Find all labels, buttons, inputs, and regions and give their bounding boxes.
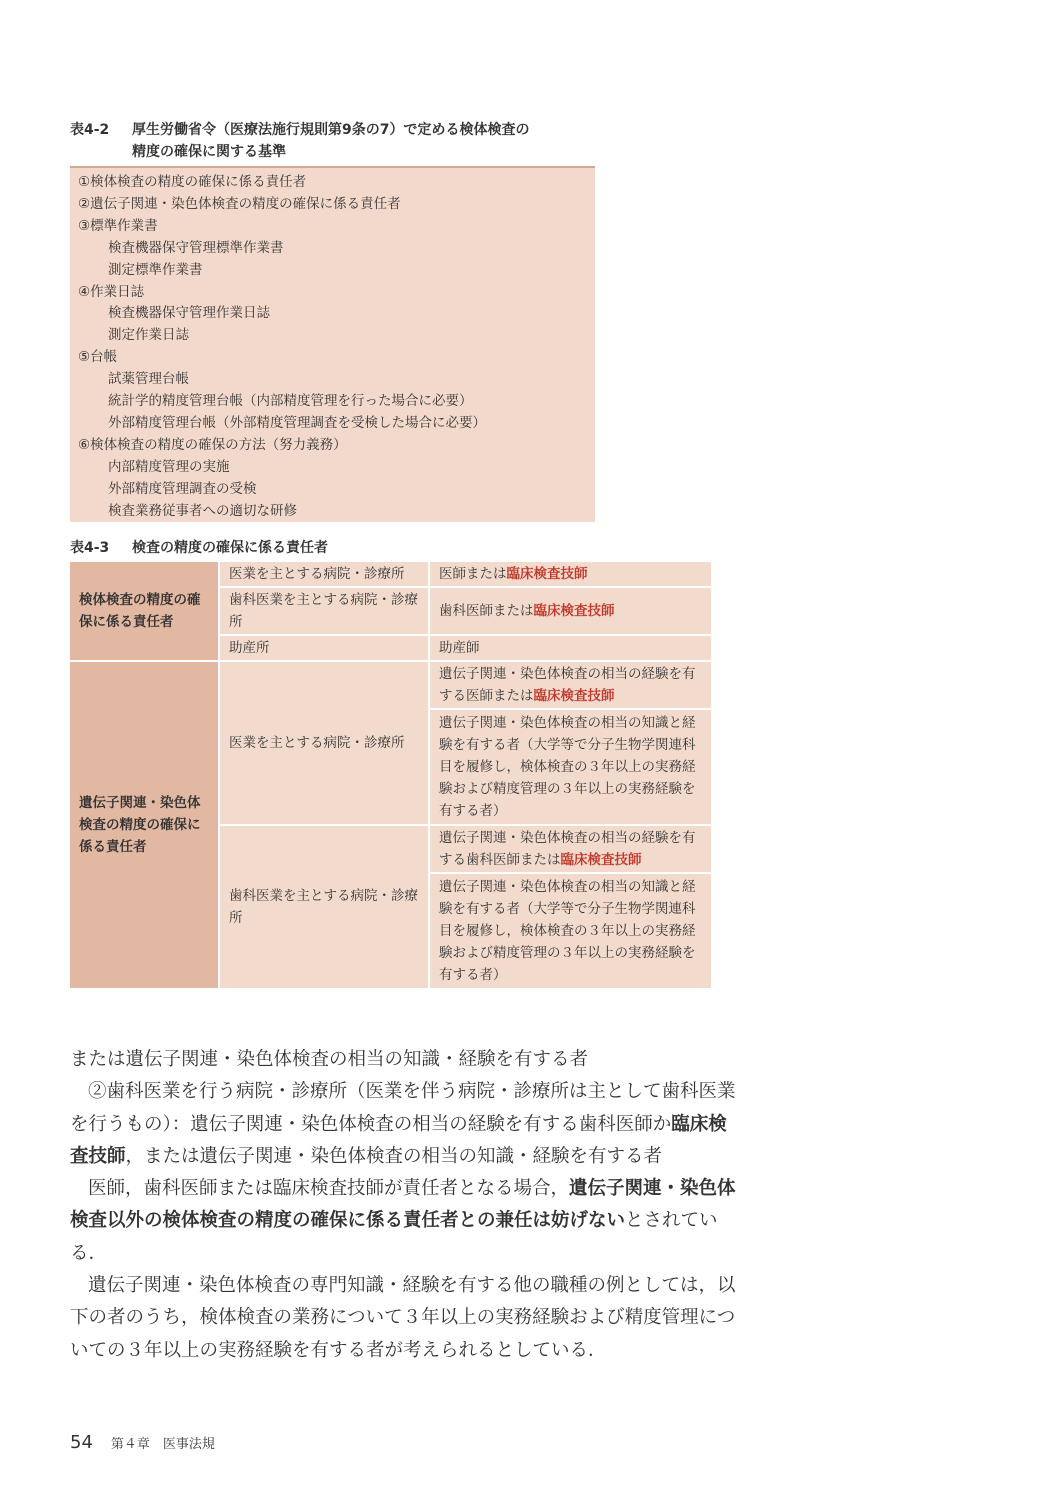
table42-row: ④作業日誌: [78, 283, 145, 300]
group2-a-mid: 医業を主とする病院・診療所: [220, 662, 430, 826]
table42-row: ②遺伝子関連・染色体検査の精度の確保に係る責任者: [78, 195, 401, 212]
body-p3-bold: 遺伝子関連・染色体検査以外の検体検査の精度の確保に係る責任者との兼任は妨げない: [70, 1178, 736, 1232]
group1-r3-mid: 助産所: [220, 636, 430, 662]
group1-r2-mid: 歯科医業を主とする病院・診療所: [220, 588, 430, 636]
group1-r1-mid: 医業を主とする病院・診療所: [220, 562, 430, 588]
group1-r2-right-text: 歯科医師または: [439, 603, 534, 619]
group1-head: 検体検査の精度の確保に係る責任者: [70, 562, 220, 662]
chapter-label: 第４章 医事法規: [110, 1437, 215, 1452]
group2-b1: [430, 826, 711, 874]
body-p2-text-a: ②歯科医業を行う病院・診療所（医業を伴う病院・診療所は主として歯科医業を行うもの）：遺伝子関連・染色体検査の相当の経験を有する歯科医師か: [70, 1081, 736, 1135]
table42-row: 外部精度管理台帳（外部精度管理調査を受検した場合に必要）: [108, 414, 486, 431]
group1-r3-right: 助産師: [430, 636, 711, 662]
table42-row: 内部精度管理の実施: [108, 458, 230, 475]
table42: [70, 166, 595, 522]
table42-row: 試薬管理台帳: [108, 371, 189, 388]
body-p3-text-c: とされている．: [70, 1210, 718, 1264]
group2-head: 遺伝子関連・染色体検査の精度の確保に係る責任者: [70, 662, 220, 990]
highlight-term: 臨床検査技師: [560, 852, 642, 868]
table43-number: 表4-3: [70, 540, 110, 556]
table42-row: ③標準作業書: [78, 217, 158, 234]
table42-row: 測定標準作業書: [108, 261, 203, 278]
group2-b2: 遺伝子関連・染色体検査の相当の知識と経験を有する者（大学等で分子生物学関連科目を履修し，検体検査の３年以上の実務経験および精度管理の３年以上の実務経験を有する者）: [430, 874, 711, 990]
page-footer: [70, 1432, 215, 1453]
table43: [70, 562, 711, 990]
body-paragraph-4: 遺伝子関連・染色体検査の専門知識・経験を有する他の職種の例としては，以下の者のうち，検体検査の業務について３年以上の実務経験および精度管理についての３年以上の実務経験を有する者が考えられるとしている．: [70, 1275, 736, 1361]
table43-title: 検査の精度の確保に係る責任者: [132, 540, 328, 556]
body-paragraph-1: または遺伝子関連・染色体検査の相当の知識・経験を有する者: [70, 1049, 589, 1070]
page-number: 54: [70, 1432, 93, 1453]
table42-title-line1: 厚生労働省令（医療法施行規則第9条の7）で定める検体検査の: [132, 122, 530, 138]
group2-a1: [430, 662, 711, 710]
highlight-term: 臨床検査技師: [533, 688, 615, 704]
table42-row: 測定作業日誌: [108, 327, 189, 344]
table42-row: 統計学的精度管理台帳（内部精度管理を行った場合に必要）: [108, 393, 473, 410]
body-text: [70, 1044, 738, 1367]
body-p3-text-a: 医師，歯科医師または臨床検査技師が責任者となる場合，: [88, 1178, 570, 1200]
table42-row: ⑤台帳: [78, 349, 118, 366]
group2-a1-text: 遺伝子関連・染色体検査の相当の経験を有する医師または: [439, 666, 696, 704]
group1-r1-right: [430, 562, 711, 588]
group2-a2: 遺伝子関連・染色体検査の相当の知識と経験を有する者（大学等で分子生物学関連科目を履修し，検体検査の３年以上の実務経験および精度管理の３年以上の実務経験を有する者）: [430, 710, 711, 826]
table42-row: 検査業務従事者への適切な研修: [108, 502, 297, 519]
table42-caption: [70, 119, 529, 163]
table42-row: 検査機器保守管理作業日誌: [108, 305, 270, 322]
highlight-term: 臨床検査技師: [506, 566, 588, 582]
highlight-term: 臨床検査技師: [533, 603, 615, 619]
group2-b1-text: 遺伝子関連・染色体検査の相当の経験を有する歯科医師または: [439, 830, 696, 868]
body-p2-bold: 臨床検査技師: [70, 1113, 727, 1167]
table43-caption: [70, 537, 328, 559]
table42-row: 検査機器保守管理標準作業書: [108, 239, 284, 256]
group1-r1-right-text: 医師または: [439, 566, 507, 582]
table42-row: ⑥検体検査の精度の確保の方法（努力義務）: [78, 436, 347, 453]
table42-number: 表4-2: [70, 122, 110, 138]
table42-title-line2: 精度の確保に関する基準: [132, 144, 286, 160]
table42-row: ①検体検査の精度の確保に係る責任者: [78, 174, 307, 190]
group1-r2-right: [430, 588, 711, 636]
table42-row: 外部精度管理調査の受検: [108, 480, 257, 497]
group2-b-mid: 歯科医業を主とする病院・診療所: [220, 826, 430, 990]
body-paragraph-2: [70, 1076, 738, 1173]
body-p2-text-c: ，または遺伝子関連・染色体検査の相当の知識・経験を有する者: [125, 1145, 663, 1167]
body-paragraph-3: [70, 1173, 738, 1270]
